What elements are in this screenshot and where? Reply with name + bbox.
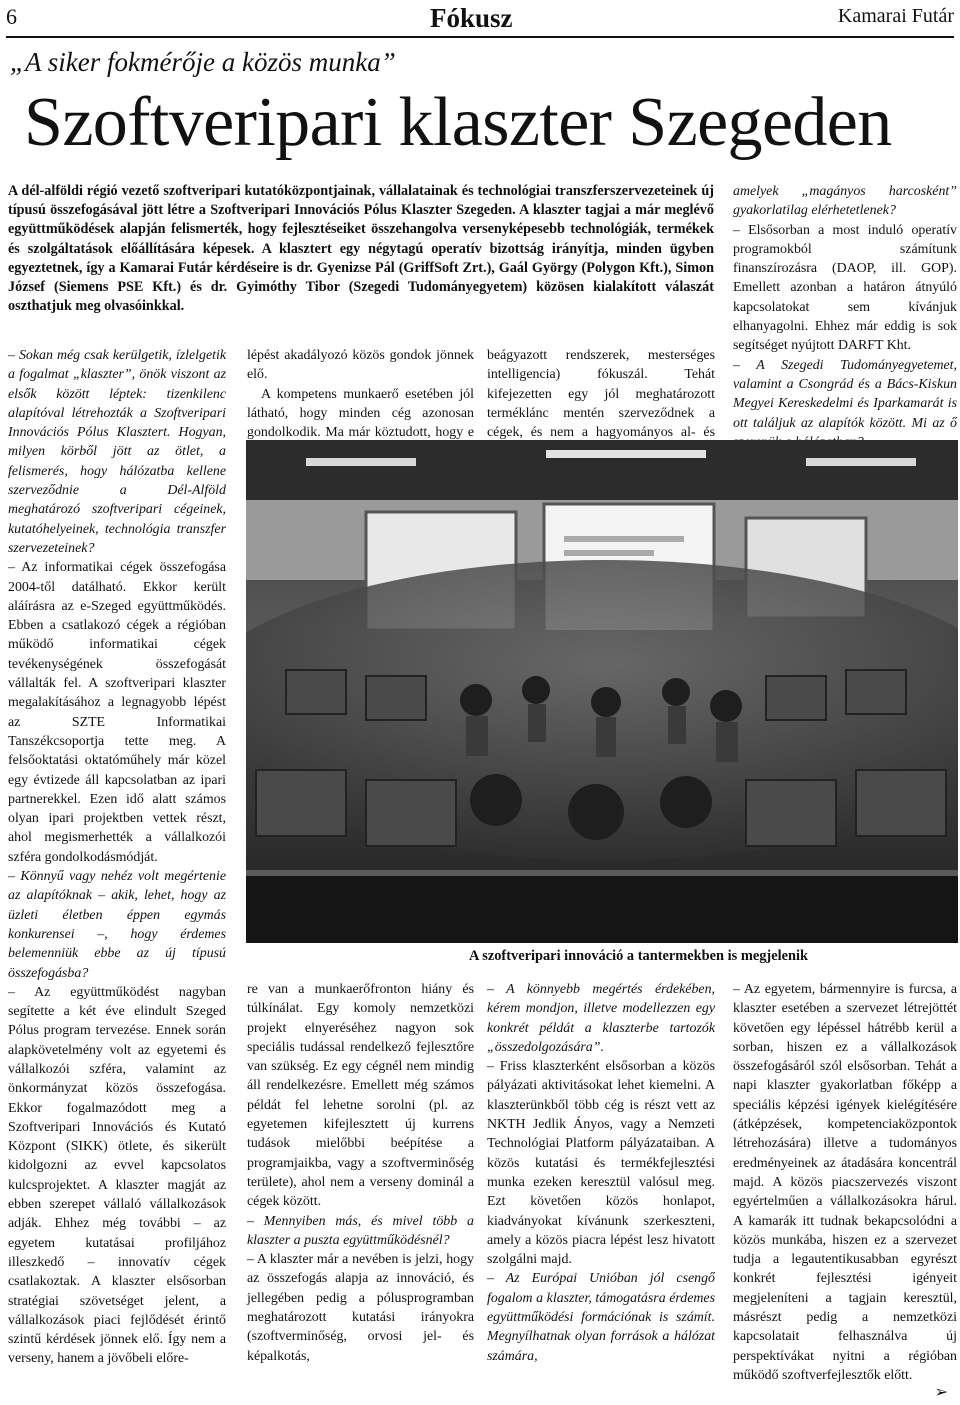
answer-1: – Az informatikai cégek összefogása 2004-től datálható. Ekkor került aláírásra az e-Szeged együttműködés. Ebben a csatlakozó cégek a régióban működő informatikai cégek tevékenységének összefogását vállalták fel. A szoftveripari klaszter megalakításához a legnagyobb lépést az SZTE Informatikai Tanszékcsoportja tette meg. A felsőoktatási oktatóműhely már közel egy évtizede áll kapcsolatban az ipari partnerekkel. Ezen idő alatt számos olyan ipari projektben vettek részt, ahol megismerhették a vállalkozói szféra gondolkodásmódját. [8,560,226,865]
column-3-bottom [487,980,715,1366]
page-header [0,0,960,40]
c4-question-2: – A Szegedi Tudományegyetemet, valamint a Csongrád és a Bács-Kiskun Megyei Kereskedelmi és Iparkamarát is ott találjuk az alapítók között. Mi az ő [733,357,957,431]
c3-question-1: – A könnyebb megértés érdekében, kérem mondjon, illetve modellezzen egy konkrét példát a klaszterbe tartozók „összedolgozására”. [487,982,715,1055]
answer-2: – Az együttműködést nagyban segítette a két éve elindult Szeged Pólus program tervezése. Ennek során alapkövetelmény volt az egyetemi és vállalkozói szféra, valamint az önkormányzat közös összefogása. Ekkor fogalmazódott meg a Szoftveripari Innovációs és Kutató Központ (SIKK) ötlete, és sikerült kidolgozni az evvel kapcsolatos kulcsprojektet. A klaszter magját az ebben szerepet vállaló vállalkozások adják. Ehhez még további – az egyetem kutatásai profiljához illeszkedő – innovatív cégek csatlakoztak. A klaszter elsősorban stratégiai szövetséget jelent, a vállalkozások piaci fejlődését érintő szintű kérdések jönnek elő. Így nem a verseny, hanem a jövőbeli előre- [8,984,226,1367]
c4-question-1: amelyek „magányos harcosként” gyakorlatilag elérhetetlenek? [733,184,957,219]
classroom-photo [246,440,958,943]
article-headline: Szoftveripari klaszter Szegeden [24,84,892,161]
column-1 [8,346,226,1369]
c2-top-p1: lépést akadályozó közös gondok jönnek elő. [247,348,474,383]
question-2: – Könnyű vagy nehéz volt megértenie az alapítóknak – akik, lehet, hogy az üzleti életben éppen egymás konkurensei –, hogy érdemes belemenniük ebbe az új típusú összefogásba? [8,869,226,981]
c2-top-p2: A kompetens munkaerő esetében jól látható, hogy minden cég azonosan gondolkodik. Ma már köztudott, hogy e [247,386,474,441]
header-rule [6,36,954,38]
question-1: – Sokan még csak kerülgetik, ízlelgetik a fogalmat „klaszter”, önök viszont az elsők között léptek: tizenkilenc alapítóval létrehozták a Szoftveripari Innovációs Pólus Klasztert. [8,348,226,441]
article-kicker: „A siker fokmérője a közös munka” [10,47,396,77]
article-lead: A dél-alföldi régió vezető szoftveripari kutatóközpontjainak, vállalatainak és technológiai transzferszervezeteinek új típusú összefogásával jött létre a Szoftveripari Innovációs Pólus Klaszter Szegeden. A klaszter tagjai a már meglévő együttműködések alapján felismerték, hogy fejlesztéseiket összehangolva versenyképesebb technológiák, termékek és szolgáltatások előállítására képesek. A klasztert egy négytagú operatív bizottság irányítja, minden ügyben egyeztetnek, így a Kamarai Futár kérdéseire is dr. Gyenizse Pál (GriffSoft Zrt.), Gaál György (Polygon Kft.), Simon József (Siemens PSE Kft.) és dr. Gyimóthy Tibor (Szegedi Tudományegyetem) közösen kialakított válaszát oszthatjuk meg olvasóinkkal. [8,183,714,315]
column-4-top [733,182,957,452]
publication-name: Kamarai Futár [837,5,954,27]
c2-bottom-p1: re van a munkaerőfronton hiány és túlkínálat. Egy komoly nemzetközi projekt elnyeréséhez nagyon sok speciális tudással rendelkező fejlesztőre van szükség. Ez egy cégnél nem mindig áll rendelkezésre. Emellett még számos példát fel lehetne sorolni (pl. az egyetemen kifejlesztett új kurrens tudások mielőbbi beépítése a programjaikba, vagy a szoftverminőség területe), ahol nem a verseny dominál a cégek között. [247,982,474,1210]
section-title: Fókusz [430,3,513,33]
c3-answer-1: – Friss klaszterként elsősorban a közös pályázati aktivitásokat lehet kiemelni. A klaszterünkből több cég is részt vett az NKTH Jedlik Ányos, vagy a Nemzeti Technológiai Platform pályázataiban. A közös kutatási és termékfejlesztési munka ezeken keresztül valósul meg. Ezt követően közös honlapot, kiadványokat kívánunk szerkeszteni, amely a közös piacra lépést lesz hivatott szolgálni majd. [487,1059,715,1268]
question-1-cont: Hogyan, milyen körből jött az ötlet, a felismerés, hogy hálózatba kellene szerveződnie a Dél-Alföld meghatározó szoftveripari cégeinek, kutatóhelyeinek, technológia transzfer szervezeteinek? [8,425,226,556]
page-number: 6 [6,4,17,29]
column-2-bottom [247,980,474,1366]
c2-question: – Mennyiben más, és mivel több a klaszter a puszta együttműködésnél? [247,1213,474,1248]
c3-question-2: – Az Európai Unióban jól csengő fogalom a klaszter, támogatásra érdemes együttműködési formációnak is számít. Megnyílhatnak olyan források a hálózat számára, [487,1271,715,1364]
column-4-bottom [733,980,957,1385]
c3-top-p1: beágyazott rendszerek, mesterséges intelligencia) fókuszál. Tehát kifejezetten egy jól meghatározott terméklánc mentén szerveződnek a cégek, és nem a hagyományos al- és [487,348,715,441]
continue-arrow-icon: ➢ [934,1384,948,1401]
c2-answer: – A klaszter már a nevében is jelzi, hogy az összefogás alapja az innováció, és jellegében pedig a pólusprogramban meghatározott kutatási irányokra (szoftverminőség, orvosi jel- és képalkotás, [247,1252,474,1364]
c4-answer-bottom: – Az egyetem, bármennyire is furcsa, a klaszter esetében a szervezet létrejöttét követően egy lépéssel hátrébb kerül a sorban, hiszen ez a vállalkozások összefogásáról szól elsősorban. Tehát a napi klaszter gyakorlatban főképp a speciális képzési igények kielégítésére (átképzések, kompetenciaközpontok létrehozására) illetve a tudományos eredményeinek az átadására koncentrál majd. A közös piacszervezés viszont egyértelműen a vállalkozásokra hárul. A kamarák itt tudnak bekapcsolódni a közös munkába, hiszen ez a szervezet tudja a legautentikusabban egyrészt konkrét fejlesztési igényeit megjeleníteni a tagjain keresztül, másrészt pedig a nemzetközi kapcsolatait felhasználva új perspektívákat nyitni a régióban működő szoftverfejlesztők előtt. [733,982,957,1383]
c4-answer-1: – Elsősorban a most induló operatív programokból számítunk finanszírozásra (DAOP, ill. GOP). Emellett azonban a határon átnyúló kapcsolatokat sem kívánjuk elhanyagolni. Ehhez már eddig is sok segítséget nyújtott DARFT Kht. [733,222,957,354]
photo-caption: A szoftveripari innováció a tantermekben is megjelenik [469,948,808,964]
